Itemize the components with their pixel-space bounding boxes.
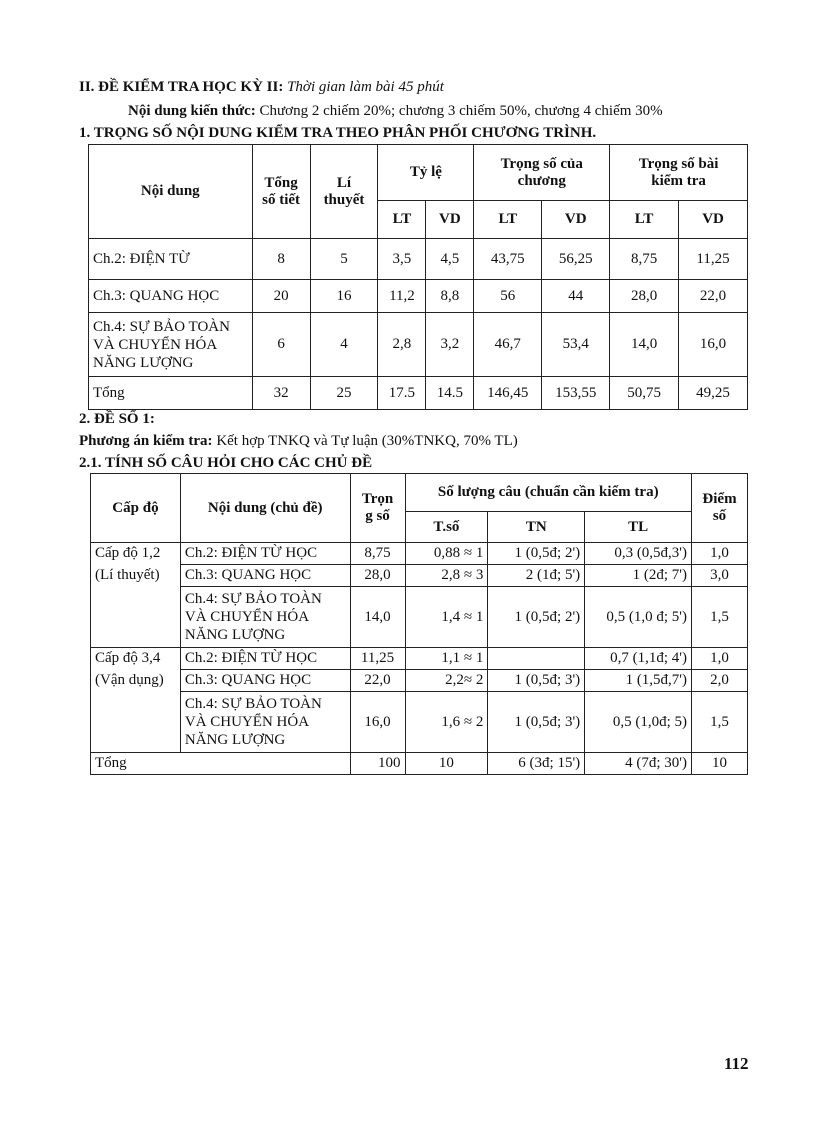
cell: 11,25 <box>679 239 748 280</box>
level-spacer <box>91 587 181 648</box>
cell: 8 <box>252 239 310 280</box>
cell: 1 (0,5đ; 2') <box>488 543 585 565</box>
level-spacer <box>91 692 181 753</box>
cell: 1,5 <box>692 692 748 753</box>
header-vd: VD <box>542 201 610 239</box>
cell: 10 <box>692 753 748 775</box>
cell <box>488 648 585 670</box>
cell: 0,5 (1,0đ; 5) <box>585 692 692 753</box>
cell: 6 (3đ; 15') <box>488 753 585 775</box>
cell: 17.5 <box>378 377 426 410</box>
header-total: T.số <box>405 512 488 543</box>
table-row <box>91 670 748 692</box>
heading-2: 2. ĐỀ SỐ 1: <box>79 411 155 427</box>
cell: 1,0 <box>692 543 748 565</box>
cell: 2 (1đ; 5') <box>488 565 585 587</box>
level-sublabel: (Lí thuyết) <box>91 565 181 587</box>
weight-table <box>88 144 748 410</box>
cell: 2,0 <box>692 670 748 692</box>
table-row <box>91 587 748 648</box>
cell: 2,8 <box>378 313 426 377</box>
row-name: Ch.3: QUANG HỌC <box>89 280 253 313</box>
plan-line <box>79 433 518 450</box>
cell: 56 <box>474 280 542 313</box>
cell: 100 <box>350 753 405 775</box>
cell: 4 (7đ; 30') <box>585 753 692 775</box>
header-content: Nội dung <box>89 145 253 239</box>
cell: 3,0 <box>692 565 748 587</box>
cell: 0,7 (1,1đ; 4') <box>585 648 692 670</box>
header-vd: VD <box>426 201 474 239</box>
section-title-line <box>79 79 444 96</box>
cell: 16 <box>310 280 378 313</box>
cell: 1 (2đ; 7') <box>585 565 692 587</box>
topic: Ch.3: QUANG HỌC <box>180 670 350 692</box>
cell: 49,25 <box>679 377 748 410</box>
cell: 22,0 <box>679 280 748 313</box>
cell: 5 <box>310 239 378 280</box>
header-lt: LT <box>610 201 679 239</box>
cell: 8,8 <box>426 280 474 313</box>
cell: 1,5 <box>692 587 748 648</box>
section-time: Thời gian làm bài 45 phút <box>287 79 444 95</box>
cell: 11,25 <box>350 648 405 670</box>
header-topic: Nội dung (chủ đề) <box>180 474 350 543</box>
cell: 3,5 <box>378 239 426 280</box>
table-row <box>91 692 748 753</box>
cell: 25 <box>310 377 378 410</box>
table-row <box>91 565 748 587</box>
cell: 2,2≈ 2 <box>405 670 488 692</box>
content-text: Chương 2 chiếm 20%; chương 3 chiếm 50%, chương 4 chiếm 30% <box>259 103 663 119</box>
cell: 56,25 <box>542 239 610 280</box>
plan-label: Phương án kiểm tra: <box>79 433 213 449</box>
cell: 8,75 <box>610 239 679 280</box>
topic: Ch.2: ĐIỆN TỪ HỌC <box>180 648 350 670</box>
row-name: Ch.2: ĐIỆN TỪ <box>89 239 253 280</box>
cell: 6 <box>252 313 310 377</box>
header-level: Cấp độ <box>91 474 181 543</box>
header-lt: LT <box>378 201 426 239</box>
cell: 32 <box>252 377 310 410</box>
topic: Ch.4: SỰ BẢO TOÀN VÀ CHUYỂN HÓA NĂNG LƯỢNG <box>180 692 350 753</box>
level-label: Cấp độ 3,4 <box>91 648 181 670</box>
level-label: Cấp độ 1,2 <box>91 543 181 565</box>
header-lt: LT <box>474 201 542 239</box>
cell: 14.5 <box>426 377 474 410</box>
topic: Ch.3: QUANG HỌC <box>180 565 350 587</box>
cell: 0,3 (0,5đ,3') <box>585 543 692 565</box>
cell: 1 (0,5đ; 3') <box>488 670 585 692</box>
header-weight: Trọn g số <box>350 474 405 543</box>
cell: 20 <box>252 280 310 313</box>
cell: 2,8 ≈ 3 <box>405 565 488 587</box>
cell: 146,45 <box>474 377 542 410</box>
heading-1: 1. TRỌNG SỐ NỘI DUNG KIỂM TRA THEO PHÂN PHỐI CHƯƠNG TRÌNH. <box>79 125 597 141</box>
cell: 1,0 <box>692 648 748 670</box>
table-row <box>89 313 748 377</box>
question-table <box>90 473 748 775</box>
cell: 3,2 <box>426 313 474 377</box>
cell: 8,75 <box>350 543 405 565</box>
cell: 4,5 <box>426 239 474 280</box>
table-row <box>89 377 748 410</box>
table-row <box>91 543 748 565</box>
cell: 10 <box>405 753 488 775</box>
table-row <box>91 648 748 670</box>
cell: 14,0 <box>610 313 679 377</box>
header-tn: TN <box>488 512 585 543</box>
cell: 0,5 (1,0 đ; 5') <box>585 587 692 648</box>
section-title: II. ĐỀ KIỂM TRA HỌC KỲ II: <box>79 79 284 95</box>
header-theory: Lí thuyết <box>310 145 378 239</box>
header-score: Điểm số <box>692 474 748 543</box>
page-number: 112 <box>724 1054 749 1073</box>
heading-2-1: 2.1. TÍNH SỐ CÂU HỎI CHO CÁC CHỦ ĐỀ <box>79 455 373 471</box>
cell: 43,75 <box>474 239 542 280</box>
plan-text: Kết hợp TNKQ và Tự luận (30%TNKQ, 70% TL) <box>216 433 518 449</box>
cell: 14,0 <box>350 587 405 648</box>
level-sublabel: (Vận dụng) <box>91 670 181 692</box>
cell: 53,4 <box>542 313 610 377</box>
cell: 46,7 <box>474 313 542 377</box>
cell: 1,1 ≈ 1 <box>405 648 488 670</box>
topic: Ch.4: SỰ BẢO TOÀN VÀ CHUYỂN HÓA NĂNG LƯỢNG <box>180 587 350 648</box>
cell: 1,4 ≈ 1 <box>405 587 488 648</box>
content-line <box>128 103 663 120</box>
cell: 28,0 <box>350 565 405 587</box>
cell: 44 <box>542 280 610 313</box>
header-chapter-weight: Trọng số của chương <box>474 145 610 201</box>
table-row-total <box>91 753 748 775</box>
header-test-weight: Trọng số bài kiểm tra <box>610 145 748 201</box>
cell: 1,6 ≈ 2 <box>405 692 488 753</box>
cell: 50,75 <box>610 377 679 410</box>
cell: 1 (0,5đ; 3') <box>488 692 585 753</box>
cell: 11,2 <box>378 280 426 313</box>
header-tl: TL <box>585 512 692 543</box>
cell: 1 (1,5đ,7') <box>585 670 692 692</box>
cell: 16,0 <box>679 313 748 377</box>
header-question-count: Số lượng câu (chuẩn cần kiểm tra) <box>405 474 692 512</box>
content-label: Nội dung kiến thức: <box>128 103 256 119</box>
cell: 0,88 ≈ 1 <box>405 543 488 565</box>
cell: 22,0 <box>350 670 405 692</box>
cell: 153,55 <box>542 377 610 410</box>
total-label: Tổng <box>91 753 351 775</box>
header-total-periods: Tổng số tiết <box>252 145 310 239</box>
cell: 28,0 <box>610 280 679 313</box>
row-name: Ch.4: SỰ BẢO TOÀN VÀ CHUYỂN HÓA NĂNG LƯỢNG <box>89 313 253 377</box>
header-vd: VD <box>679 201 748 239</box>
row-name: Tổng <box>89 377 253 410</box>
table-row <box>89 280 748 313</box>
table-row <box>89 239 748 280</box>
cell: 4 <box>310 313 378 377</box>
cell: 16,0 <box>350 692 405 753</box>
topic: Ch.2: ĐIỆN TỪ HỌC <box>180 543 350 565</box>
cell: 1 (0,5đ; 2') <box>488 587 585 648</box>
header-ratio: Tỷ lệ <box>378 145 474 201</box>
